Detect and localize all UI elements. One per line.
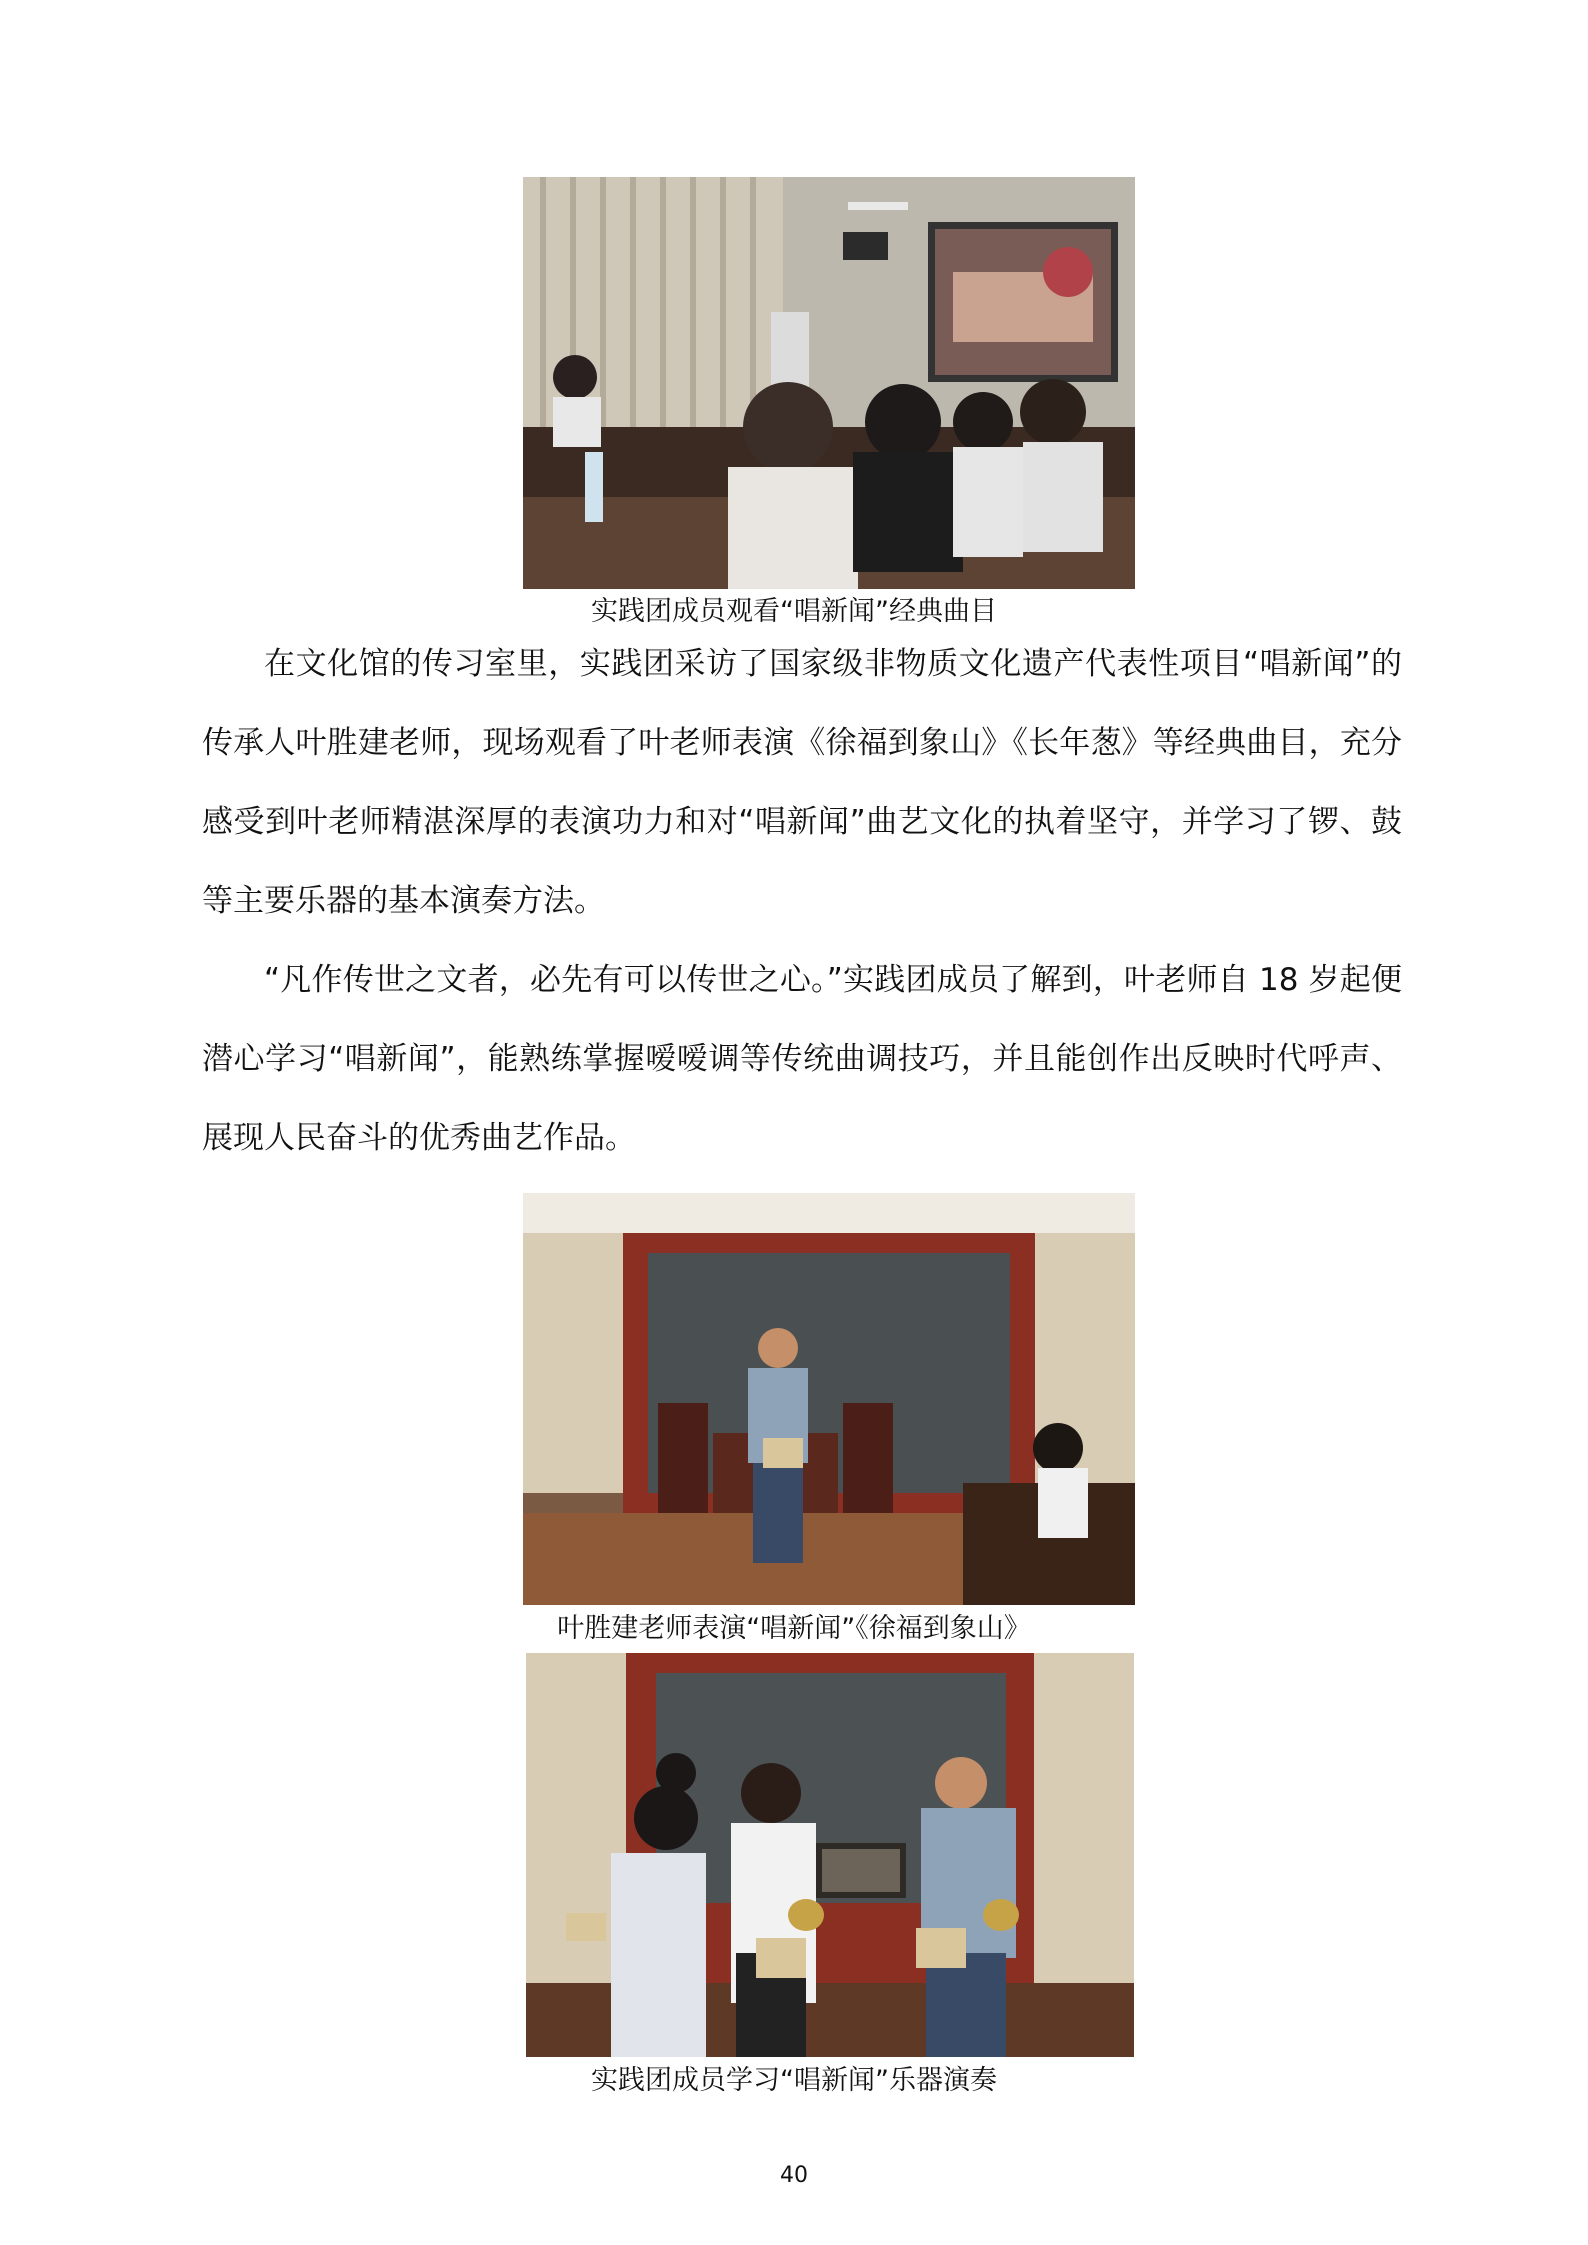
page-number: 40 xyxy=(780,2163,808,2188)
photo-instrument-lesson-image xyxy=(526,1653,1134,2057)
figure-caption: 叶胜建老师表演“唱新闻”《徐福到象山》 xyxy=(557,1613,1031,1644)
figure-caption: 实践团成员学习“唱新闻”乐器演奏 xyxy=(591,2065,997,2096)
photo-teacher-performance xyxy=(523,1193,1135,1605)
photo-watching-performance xyxy=(523,177,1135,589)
photo-instrument-lesson xyxy=(526,1653,1134,2057)
body-paragraph: 在文化馆的传习室里，实践团采访了国家级非物质文化遗产代表性项目“唱新闻”的传承人叶胜建老师，现场观看了叶老师表演《徐福到象山》《长年葱》等经典曲目，充分感受到叶老师精湛深厚的表演功力和对“唱新闻”曲艺文化的执着坚守，并学习了锣、鼓等主要乐器的基本演奏方法。 xyxy=(202,646,1402,919)
photo-watching-performance-image xyxy=(523,177,1135,589)
photo-teacher-performance-image xyxy=(523,1193,1135,1605)
figure-caption: 实践团成员观看“唱新闻”经典曲目 xyxy=(591,596,997,627)
body-paragraph: “凡作传世之文者，必先有可以传世之心。”实践团成员了解到，叶老师自 18 岁起便潜心学习“唱新闻”，能熟练掌握嗳嗳调等传统曲调技巧，并且能创作出反映时代呼声、展现人民奋斗的优秀曲艺作品。 xyxy=(202,962,1402,1156)
